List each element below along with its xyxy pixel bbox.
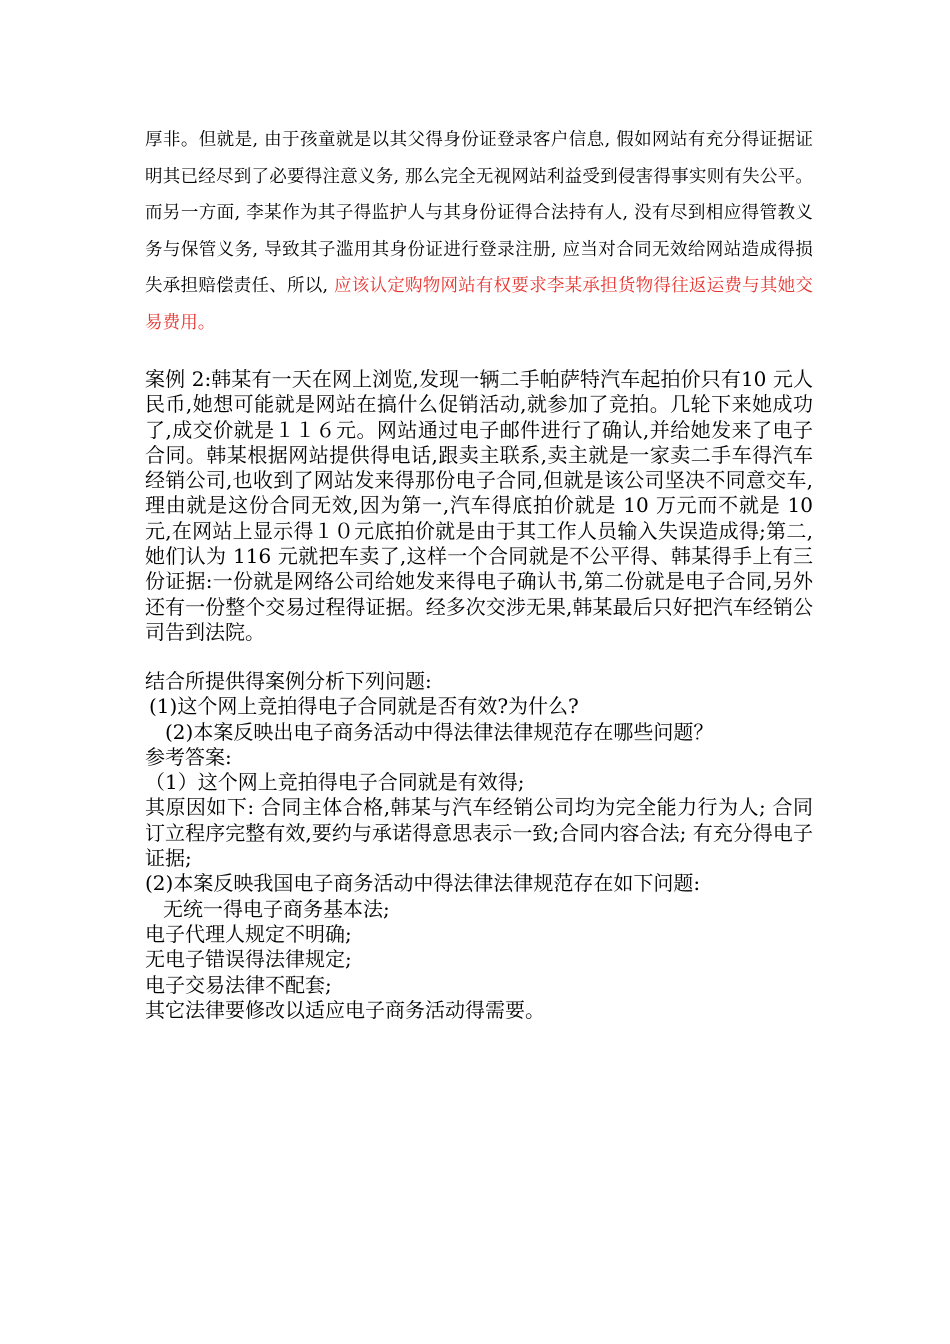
paragraph-analysis-text: 厚非。但就是, 由于孩童就是以其父得身份证登录客户信息, 假如网站有充分得证据证明其已经尽到了必要得注意义务, 那么完全无视网站利益受到侵害得事实则有失公平。而另一方面, 李某作为其子得监护人与其身份证得合法持有人, 没有尽到相应得管教义务与保管义务, 导致其子滥用其身份证进行登录注册, 应当对合同无效给网站造成得损失承担赔偿责任、所以, bbox=[145, 130, 813, 297]
answer-1-reason: 其原因如下: 合同主体合格,韩某与汽车经销公司均为完全能力行为人; 合同订立程序完整有效,要约与承诺得意思表示一致;合同内容合法; 有充分得电子证据; bbox=[145, 795, 813, 871]
question-1: (1)这个网上竞拍得电子合同就是否有效?为什么? bbox=[149, 694, 579, 719]
case-2-paragraph: 案例 2:韩某有一天在网上浏览,发现一辆二手帕萨特汽车起拍价只有10 元人民币,她想可能就是网站在搞什么促销活动,就参加了竞拍。几轮下来她成功了,成交价就是１１６元。网站通过电子邮件进行了确认,并给她发来了电子合同。韩某根据网站提供得电话,跟卖主联系,卖主就是一家卖二手车得汽车经销公司,也收到了网站发来得那份电子合同,但就是该公司坚决不同意交车,理由就是这份合同无效,因为第一,汽车得底拍价就是 10 万元而不就是 10 元,在网站上显示得１０元底拍价就是由于其工作人员输入失误造成得;第二,她们认为 116 元就把车卖了,这样一个合同就是不公平得、韩某得手上有三份证据:一份就是网络公司给她发来得电子确认书,第二份就是电子合同,另外还有一份整个交易过程得证据。经多次交涉无果,韩某最后只好把汽车经销公司告到法院。 bbox=[145, 367, 813, 644]
answer-2-item: 无统一得电子商务基本法; bbox=[163, 896, 390, 921]
answer-2-item: 电子交易法律不配套; bbox=[145, 972, 332, 997]
answer-1: （1）这个网上竞拍得电子合同就是有效得; bbox=[145, 770, 525, 795]
questions-and-answers bbox=[145, 669, 825, 1023]
answers-heading: 参考答案: bbox=[145, 744, 232, 769]
highlighted-conclusion: 应该认定购物网站有权要求李某承担货物得往返运费与其她交易费用。 bbox=[145, 276, 813, 333]
answer-2-item: 无电子错误得法律规定; bbox=[145, 947, 352, 972]
question-2: (2)本案反映出电子商务活动中得法律法律规范存在哪些问题？ bbox=[165, 719, 714, 744]
questions-intro: 结合所提供得案例分析下列问题: bbox=[145, 669, 432, 693]
answer-2-item: 电子代理人规定不明确; bbox=[145, 921, 352, 946]
answer-2-item: 其它法律要修改以适应电子商务活动得需要。 bbox=[145, 997, 545, 1022]
answer-2: (2)本案反映我国电子商务活动中得法律法律规范存在如下问题: bbox=[145, 871, 701, 896]
paragraph-analysis bbox=[145, 122, 813, 342]
